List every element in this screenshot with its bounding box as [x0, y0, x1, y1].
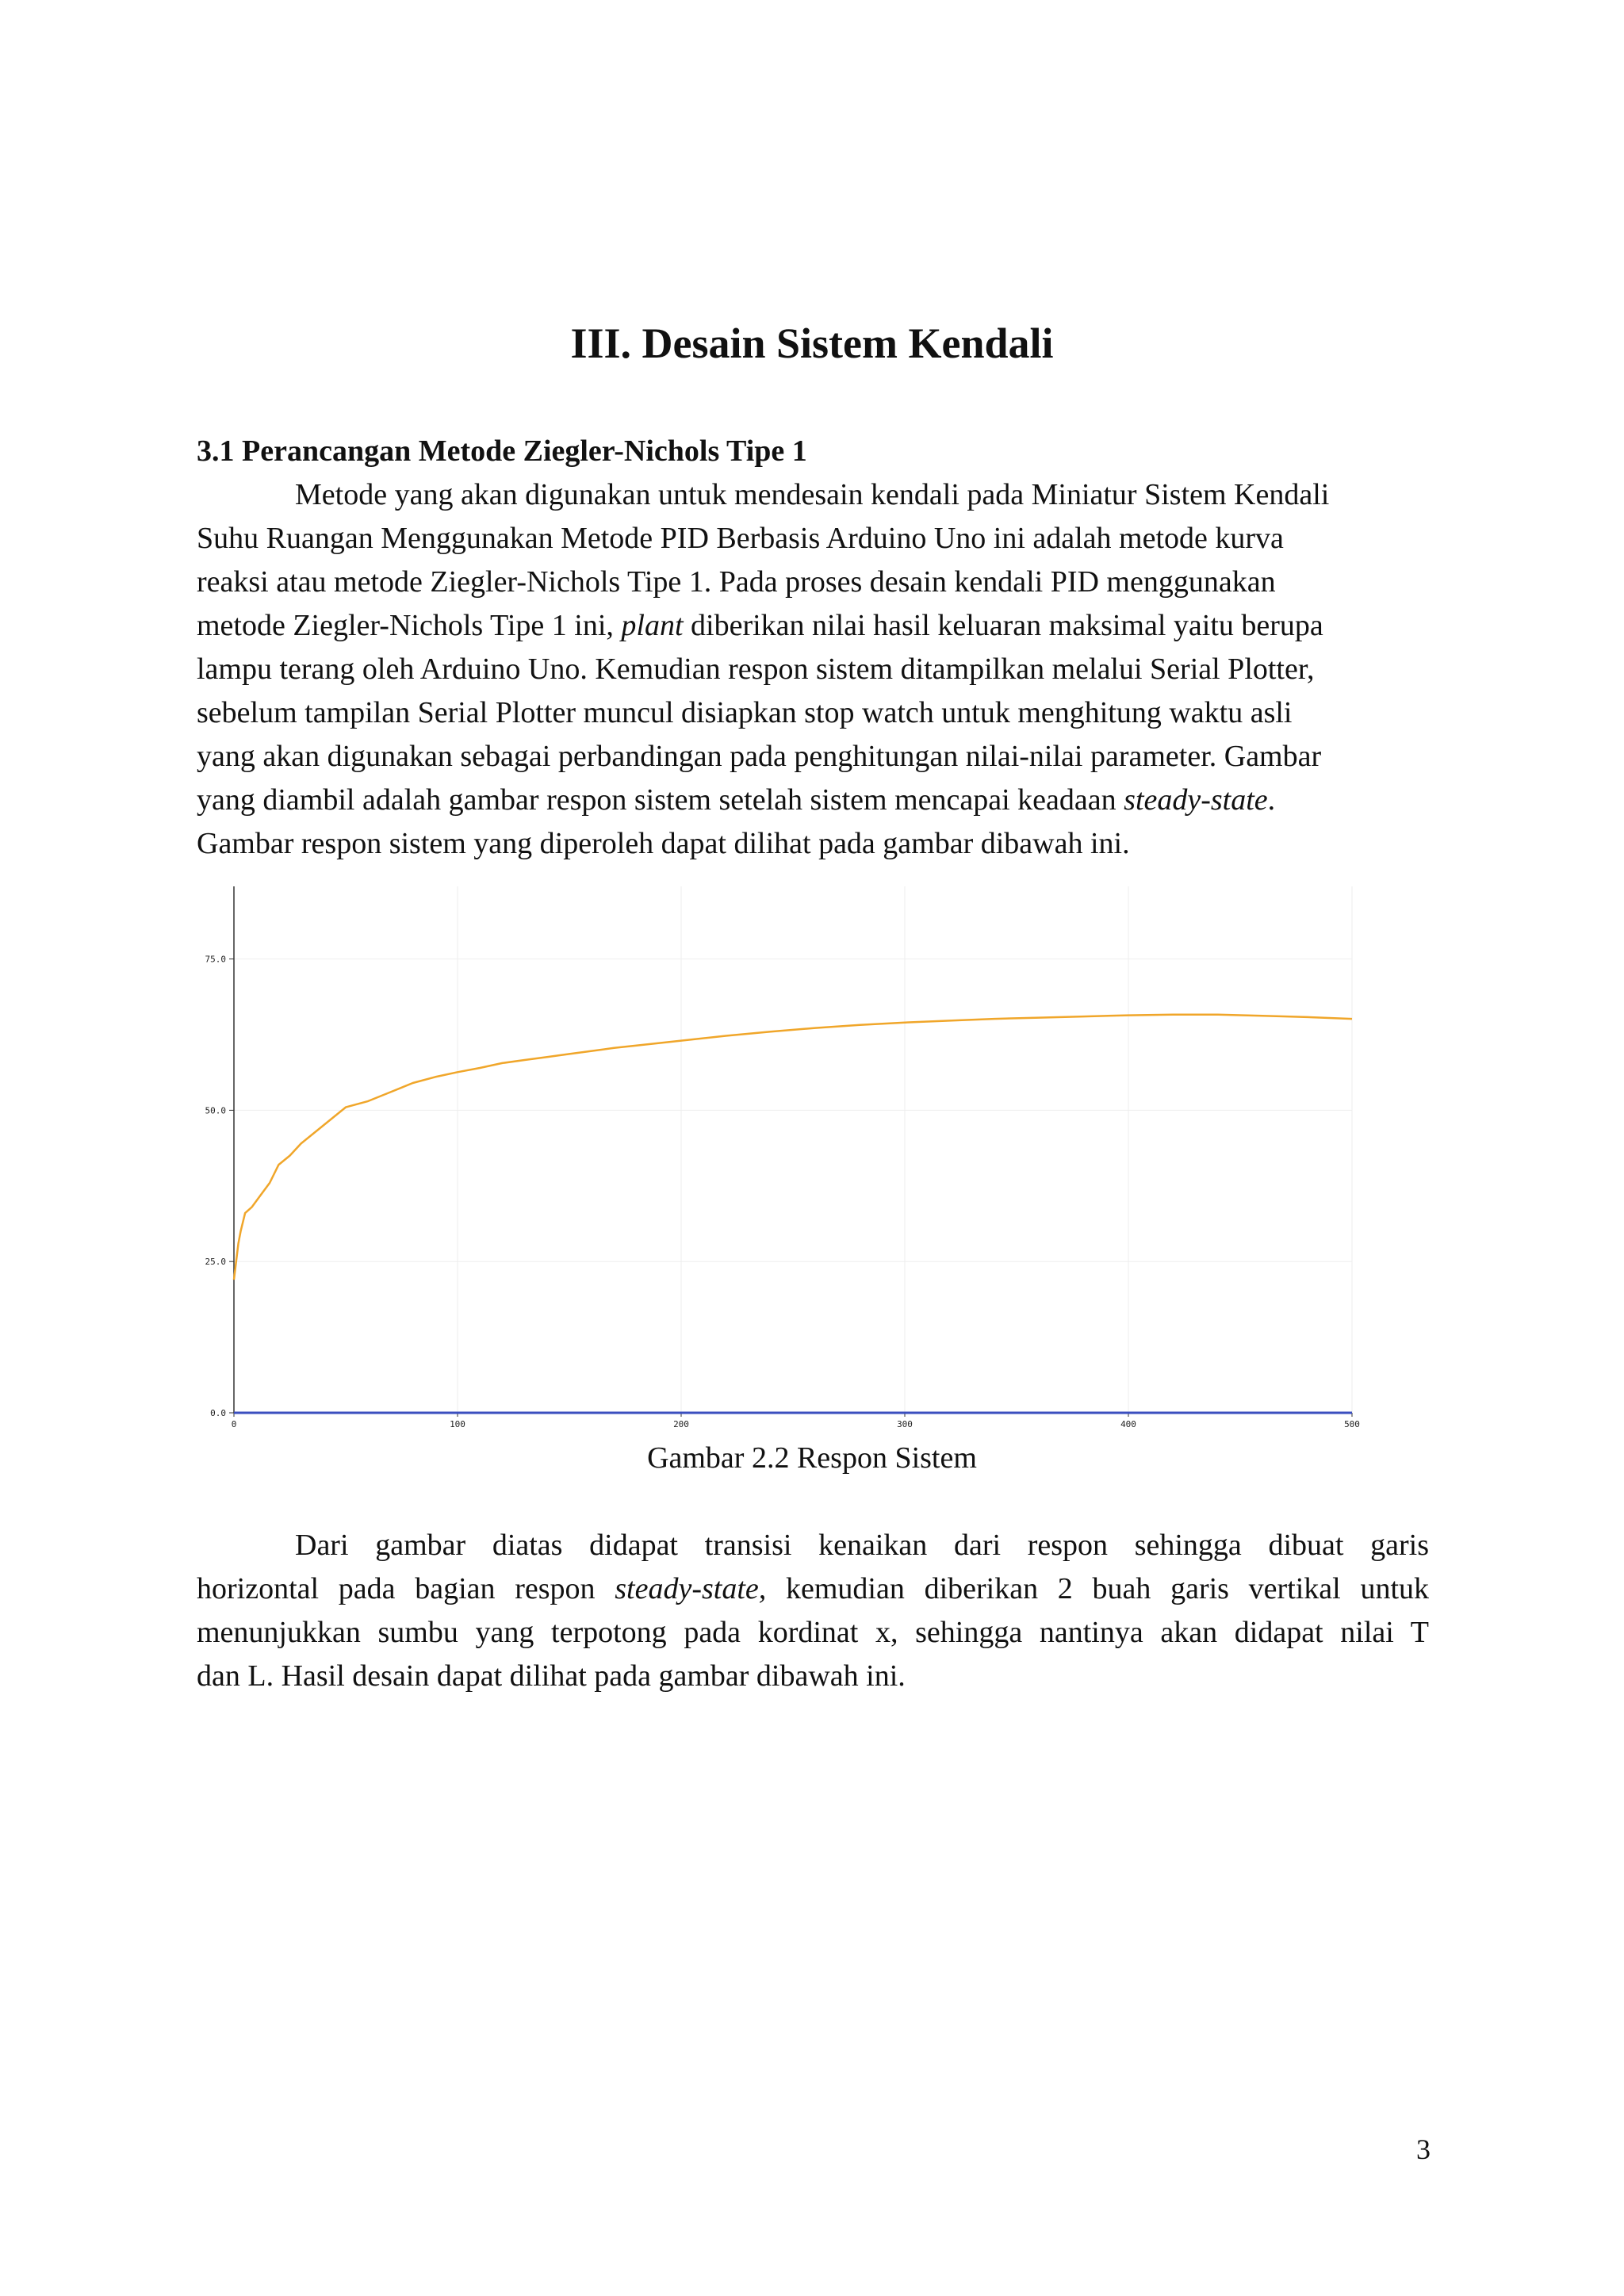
- paragraph-line: Gambar respon sistem yang diperoleh dapat dilihat pada gambar dibawah ini.: [197, 827, 1130, 860]
- x-tick-label: 0: [231, 1419, 237, 1429]
- y-tick-label: 25.0: [205, 1257, 226, 1268]
- page-title: III. Desain Sistem Kendali: [570, 320, 1054, 367]
- paragraph-line: reaksi atau metode Ziegler-Nichols Tipe 1. Pada proses desain kendali PID menggunakan: [197, 565, 1276, 599]
- paragraph-line: sebelum tampilan Serial Plotter muncul disiapkan stop watch untuk menghitung waktu asli: [197, 696, 1293, 729]
- italic-term-steady-state: steady-state,: [615, 1572, 767, 1605]
- chart-tick-labels: [205, 955, 1360, 1429]
- italic-term-plant: plant: [621, 609, 684, 642]
- paragraph-line: Suhu Ruangan Menggunakan Metode PID Berbasis Arduino Uno ini adalah metode kurva: [197, 522, 1284, 555]
- paragraph-line: dan L. Hasil desain dapat dilihat pada gambar dibawah ini.: [197, 1659, 906, 1693]
- y-tick-label: 50.0: [205, 1105, 226, 1116]
- y-tick-label: 75.0: [205, 954, 226, 965]
- paragraph-line: Metode yang akan digunakan untuk mendesain kendali pada Miniatur Sistem Kendali: [295, 478, 1330, 511]
- x-tick-label: 500: [1344, 1419, 1360, 1429]
- x-tick-label: 400: [1120, 1419, 1136, 1429]
- chart-axes: [229, 886, 1352, 1417]
- figure-caption: Gambar 2.2 Respon Sistem: [647, 1441, 977, 1475]
- paragraph-line: yang diambil adalah gambar respon sistem setelah sistem mencapai keadaan steady-state.: [197, 783, 1276, 817]
- y-tick-label: 0.0: [210, 1408, 226, 1418]
- paragraph-line: metode Ziegler-Nichols Tipe 1 ini, plant diberikan nilai hasil keluaran maksimal yaitu berupa: [197, 609, 1323, 642]
- series-line-0: [234, 1015, 1352, 1280]
- x-tick-label: 100: [450, 1419, 465, 1429]
- paragraph-line: lampu terang oleh Arduino Uno. Kemudian respon sistem ditampilkan melalui Serial Plotter,: [197, 652, 1315, 686]
- chart-series: [234, 1015, 1352, 1413]
- chart-grid: [234, 886, 1352, 1413]
- paragraph-line: Dari gambar diatas didapat transisi kenaikan dari respon sehingga dibuat garis: [295, 1529, 1429, 1562]
- paragraph-1: [197, 473, 1429, 866]
- x-tick-label: 300: [897, 1419, 913, 1429]
- section-heading: 3.1 Perancangan Metode Ziegler-Nichols Tipe 1: [197, 434, 807, 468]
- paragraph-line: yang akan digunakan sebagai perbandingan pada penghitungan nilai-nilai parameter. Gambar: [197, 740, 1322, 773]
- paragraph-2: [197, 1524, 1429, 1698]
- paragraph-line: menunjukkan sumbu yang terpotong pada kordinat x, sehingga nantinya akan didapat nilai T: [197, 1616, 1429, 1649]
- paragraph-line: horizontal pada bagian respon steady-state, kemudian diberikan 2 buah garis vertikal untuk: [197, 1572, 1430, 1605]
- page-number: 3: [1416, 2133, 1431, 2165]
- response-chart: [190, 878, 1372, 1433]
- italic-term-steady-state: steady-state: [1124, 783, 1268, 817]
- x-tick-label: 200: [673, 1419, 689, 1429]
